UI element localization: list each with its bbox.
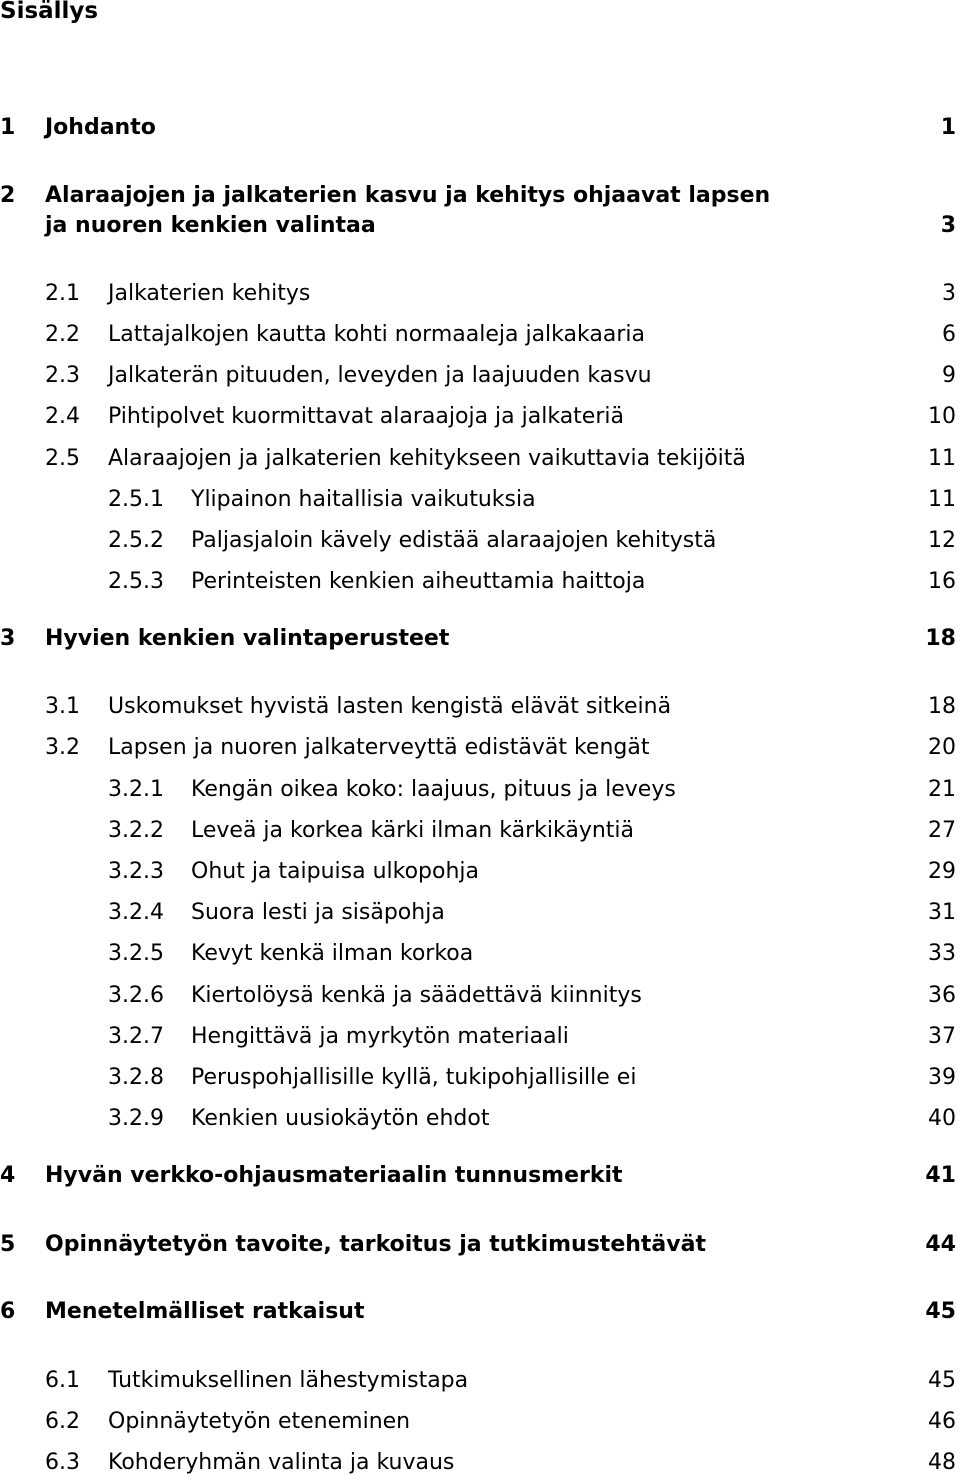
toc-entry-title: Uskomukset hyvistä lasten kengistä elävät sitkeinä: [108, 694, 672, 719]
toc-entry: [0, 1063, 956, 1093]
toc-entry: [0, 1366, 956, 1396]
toc-entry-page: 18: [925, 626, 956, 651]
toc-entry-page: 9: [942, 363, 956, 388]
toc-entry-page: 46: [928, 1409, 956, 1434]
toc-entry-page: 44: [925, 1232, 956, 1257]
toc-entry: [0, 1104, 956, 1134]
toc-entry-title: Ohut ja taipuisa ulkopohja: [191, 859, 480, 884]
toc-entry: [0, 733, 956, 763]
toc-entry: [0, 1448, 956, 1478]
toc-entry: [0, 692, 956, 722]
toc-entry-page: 36: [928, 983, 956, 1008]
toc-entry-title: Suora lesti ja sisäpohja: [191, 900, 445, 925]
toc-entry-number: 2: [0, 183, 16, 208]
toc-entry: [0, 1161, 956, 1191]
toc-entry: [0, 279, 956, 309]
toc-entry-page: 45: [925, 1299, 956, 1324]
toc-entry-title: Ylipainon haitallisia vaikutuksia: [191, 487, 536, 512]
toc-entry-page: 16: [928, 569, 956, 594]
toc-entry-page: 41: [925, 1163, 956, 1188]
toc-entry: [0, 1022, 956, 1052]
toc-entry: [0, 898, 956, 928]
toc-entry-title: Paljasjaloin kävely edistää alaraajojen kehitystä: [191, 528, 717, 553]
toc-entry-number: 3.2.8: [108, 1065, 164, 1090]
toc-entry-title-line: ja nuoren kenkien valintaa: [45, 213, 376, 238]
toc-entry-number: 6.3: [45, 1450, 80, 1475]
toc-entry-number: 3.2.9: [108, 1106, 164, 1131]
toc-entry: [0, 775, 956, 805]
toc-entry-title: Alaraajojen ja jalkaterien kehitykseen vaikuttavia tekijöitä: [108, 446, 746, 471]
toc-entry-title: Kengän oikea koko: laajuus, pituus ja leveys: [191, 777, 676, 802]
toc-entry: [0, 857, 956, 887]
toc-entry-page: 6: [942, 322, 956, 347]
toc-entry-title: Opinnäytetyön eteneminen: [108, 1409, 411, 1434]
toc-entry-number: 3.2.2: [108, 818, 164, 843]
toc-entry-number: 3.2.4: [108, 900, 164, 925]
toc-entry-number: 3.1: [45, 694, 80, 719]
toc-entry: [0, 444, 956, 474]
toc-entry: [0, 1407, 956, 1437]
toc-entry-page: 27: [928, 818, 956, 843]
toc-entry: [0, 1297, 956, 1327]
toc-entry-page: 3: [940, 213, 956, 238]
toc-entry-number: 2.3: [45, 363, 80, 388]
toc-entry: [0, 1230, 956, 1260]
toc-entry-number: 2.1: [45, 281, 80, 306]
toc-entry-page: 40: [928, 1106, 956, 1131]
toc-entry-title: Opinnäytetyön tavoite, tarkoitus ja tutkimustehtävät: [45, 1232, 706, 1257]
toc-entry-page: 29: [928, 859, 956, 884]
toc-entry-page: 11: [928, 446, 956, 471]
toc-entry-title: Kevyt kenkä ilman korkoa: [191, 941, 474, 966]
toc-entry-page: 10: [928, 404, 956, 429]
toc-entry-number: 2.4: [45, 404, 80, 429]
toc-entry-page: 48: [928, 1450, 956, 1475]
toc-entry-page: 20: [928, 735, 956, 760]
toc-entry-number: 3.2: [45, 735, 80, 760]
toc-entry: [0, 181, 956, 241]
toc-entry-title: Kohderyhmän valinta ja kuvaus: [108, 1450, 455, 1475]
toc-entry-title-line: Alaraajojen ja jalkaterien kasvu ja kehitys ohjaavat lapsen: [45, 183, 771, 208]
toc-entry-page: 12: [928, 528, 956, 553]
toc-entry-number: 3.2.5: [108, 941, 164, 966]
toc-entry-title: Lapsen ja nuoren jalkaterveyttä edistävät kengät: [108, 735, 650, 760]
toc-entry-title: Peruspohjallisille kyllä, tukipohjallisille ei: [191, 1065, 637, 1090]
toc-entry: [0, 485, 956, 515]
toc-entry-title: Pihtipolvet kuormittavat alaraajoja ja jalkateriä: [108, 404, 624, 429]
toc-entry-number: 2.5.1: [108, 487, 164, 512]
toc-entry-title: Kiertolöysä kenkä ja säädettävä kiinnitys: [191, 983, 642, 1008]
toc-entry-page: 39: [928, 1065, 956, 1090]
toc-entry-title: Tutkimuksellinen lähestymistapa: [108, 1368, 469, 1393]
toc-entry-title: Lattajalkojen kautta kohti normaaleja jalkakaaria: [108, 322, 645, 347]
toc-entry: [0, 320, 956, 350]
toc-entry: [0, 361, 956, 391]
toc-entry-page: 3: [942, 281, 956, 306]
toc-entry-number: 3: [0, 626, 16, 651]
toc-entry-title: Hengittävä ja myrkytön materiaali: [191, 1024, 569, 1049]
toc-entry: [0, 939, 956, 969]
toc-entry-page: 45: [928, 1368, 956, 1393]
toc-entry-page: 21: [928, 777, 956, 802]
toc-entry-title: Perinteisten kenkien aiheuttamia haittoja: [191, 569, 646, 594]
toc-entry-number: 4: [0, 1163, 16, 1188]
toc-entry-title: Hyvän verkko-ohjausmateriaalin tunnusmerkit: [45, 1163, 623, 1188]
toc-entry-number: 3.2.6: [108, 983, 164, 1008]
toc-entry-title: Menetelmälliset ratkaisut: [45, 1299, 365, 1324]
toc-entry-title: Jalkaterän pituuden, leveyden ja laajuuden kasvu: [108, 363, 652, 388]
toc-entry-page: 33: [928, 941, 956, 966]
toc-entry-number: 2.5.2: [108, 528, 164, 553]
toc-entry-page: 1: [940, 115, 956, 140]
toc-entry-page: 31: [928, 900, 956, 925]
toc-title: Sisällys: [0, 0, 99, 24]
toc-entry-number: 6.1: [45, 1368, 80, 1393]
toc-entry-number: 2.2: [45, 322, 80, 347]
toc-entry-number: 2.5: [45, 446, 80, 471]
toc-entry-number: 6: [0, 1299, 16, 1324]
toc-entry: [0, 981, 956, 1011]
toc-entry-page: 37: [928, 1024, 956, 1049]
toc-entry: [0, 526, 956, 556]
toc-entry-title: Hyvien kenkien valintaperusteet: [45, 626, 450, 651]
toc-entry: [0, 624, 956, 654]
toc-entry: [0, 567, 956, 597]
toc-entry: [0, 402, 956, 432]
toc-entry: [0, 816, 956, 846]
toc-entry-title: [45, 181, 845, 241]
toc-entry-number: 2.5.3: [108, 569, 164, 594]
toc-entry-page: 11: [928, 487, 956, 512]
toc-entry-title: Leveä ja korkea kärki ilman kärkikäyntiä: [191, 818, 634, 843]
toc-entry-number: 3.2.7: [108, 1024, 164, 1049]
toc-entry-page: 18: [928, 694, 956, 719]
toc-entry-title: Kenkien uusiokäytön ehdot: [191, 1106, 490, 1131]
toc-entry-title: Johdanto: [45, 115, 156, 140]
toc-entry-number: 3.2.3: [108, 859, 164, 884]
toc-entry-number: 5: [0, 1232, 16, 1257]
toc-entry-number: 6.2: [45, 1409, 80, 1434]
toc-entry-number: 1: [0, 115, 16, 140]
toc-entry-number: 3.2.1: [108, 777, 164, 802]
toc-entry-title: Jalkaterien kehitys: [108, 281, 311, 306]
toc-entry: [0, 113, 956, 143]
